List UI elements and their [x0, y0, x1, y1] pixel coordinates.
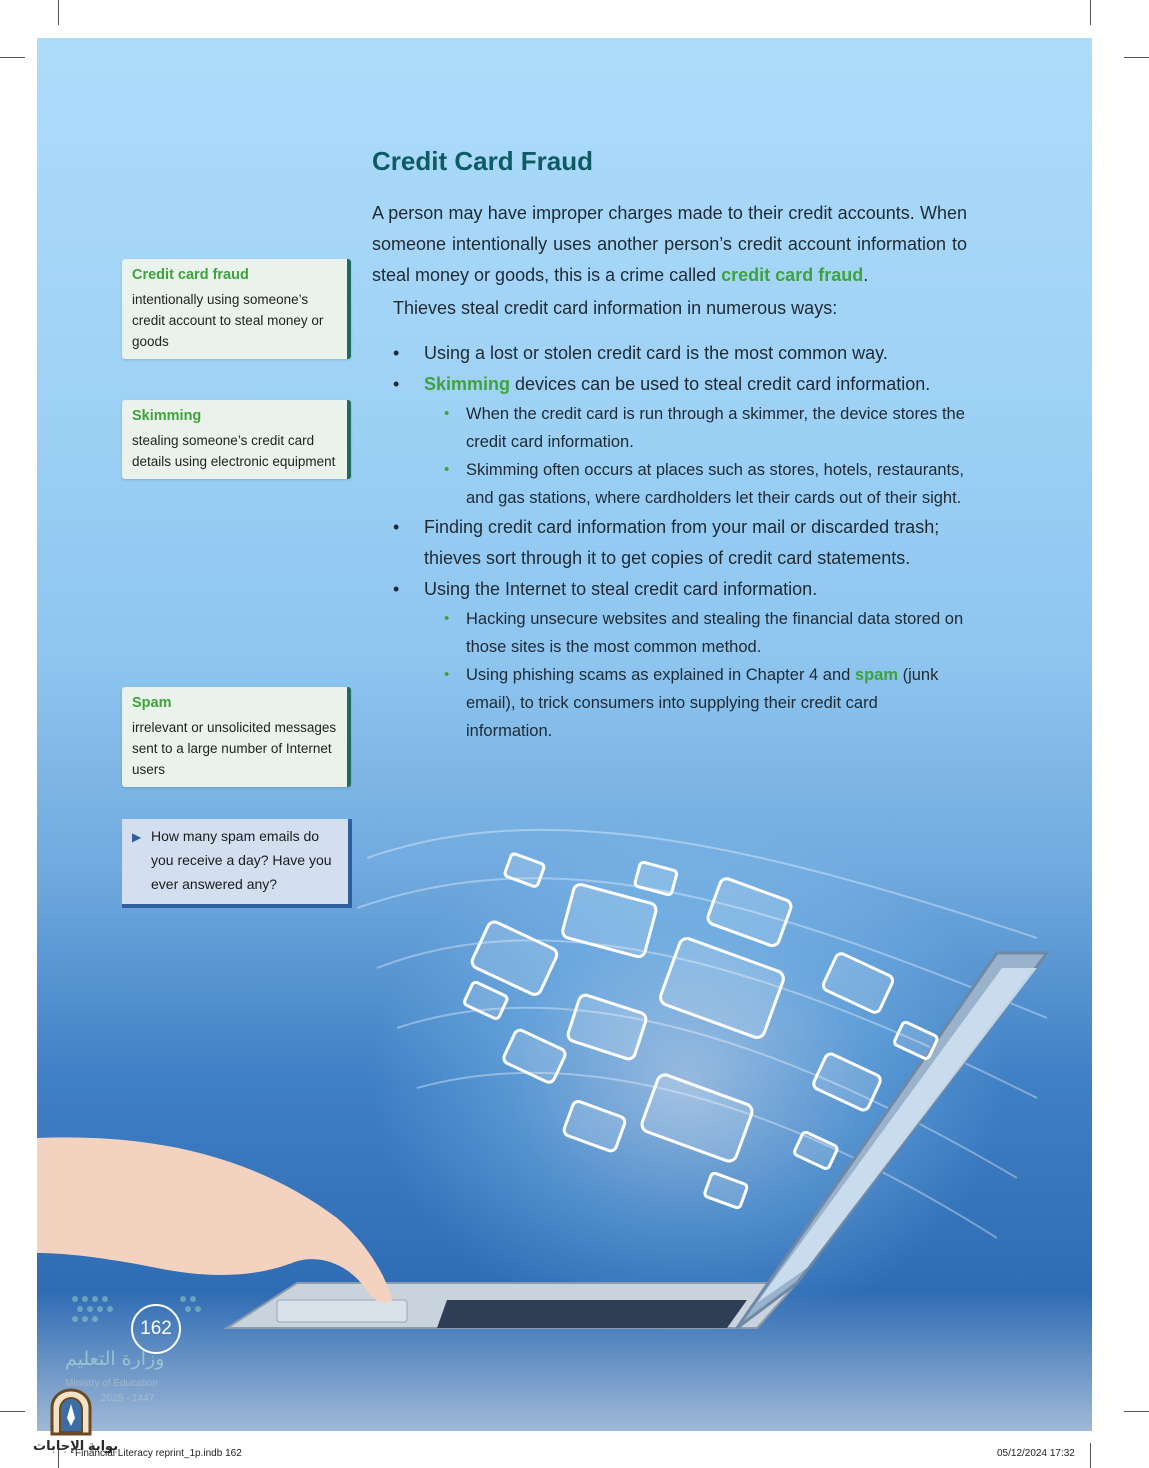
keyword-spam: spam — [854, 666, 899, 684]
sub-list — [424, 605, 967, 745]
sub-list-item — [424, 456, 967, 512]
play-arrow-icon: ▶ — [132, 830, 142, 844]
list-item-text: devices can be used to steal credit card information. — [510, 374, 931, 394]
list-item — [372, 574, 967, 745]
sub-list — [424, 400, 967, 512]
list-item — [372, 369, 967, 512]
watermark-text: بوابة الإجابات — [33, 1438, 119, 1453]
sub-list-item-text: When the credit card is run through a skimmer, the device stores the credit card information. — [466, 405, 965, 451]
question-text: How many spam emails do you receive a day? Have you ever answered any? — [151, 828, 332, 892]
sub-list-item — [424, 661, 967, 745]
glossary-definition: intentionally using someone’s credit account to steal money or goods — [132, 292, 324, 349]
sub-list-item-text: Skimming often occurs at places such as stores, hotels, restaurants, and gas stations, where cardholders let their cards out of their sight. — [466, 461, 964, 507]
glossary-box-spam — [122, 687, 351, 787]
keyword-credit-card-fraud: credit card fraud — [721, 265, 864, 285]
ministry-year: 2025 - 1447 — [101, 1393, 155, 1404]
glossary-term: Skimming — [132, 408, 202, 424]
sub-list-item-text: Using phishing scams as explained in Chapter 4 and — [466, 666, 855, 684]
crop-mark — [0, 1411, 25, 1412]
question-box — [122, 819, 352, 908]
list-item-text: Using a lost or stolen credit card is the most common way. — [424, 343, 888, 363]
paragraph-text: A person may have improper charges made to their credit accounts. When someone intentionally uses another person’s credit account information to steal money or goods, this is a crime called — [372, 203, 967, 285]
crop-mark — [0, 57, 25, 58]
main-text — [372, 198, 967, 745]
ministry-name-arabic: وزارة التعليم — [65, 1348, 165, 1370]
crop-mark — [1124, 57, 1149, 58]
list-item — [372, 512, 967, 574]
page-title: Credit Card Fraud — [372, 146, 594, 176]
crop-mark — [1090, 0, 1091, 25]
glossary-definition: stealing someone’s credit card details using electronic equipment — [132, 433, 336, 469]
list-item-text: Using the Internet to steal credit card information. — [424, 579, 818, 599]
sub-list-item — [424, 605, 967, 661]
print-slug-date: 05/12/2024 17:32 — [997, 1448, 1075, 1459]
list-item-text: Finding credit card information from your mail or discarded trash; thieves sort through it to get copies of credit card statements. — [424, 517, 940, 568]
intro-paragraph — [372, 198, 967, 291]
glossary-term: Credit card fraud — [132, 267, 249, 283]
crop-mark — [1090, 1443, 1091, 1468]
list-intro: Thieves steal credit card information in numerous ways: — [393, 298, 838, 318]
sub-list-item-text: Hacking unsecure websites and stealing the financial data stored on those sites is the most common method. — [466, 610, 964, 656]
glossary-definition: irrelevant or unsolicited messages sent to a large number of Internet users — [132, 720, 337, 777]
print-slug-file: Financial Literacy reprint_1p.indb 162 — [75, 1448, 242, 1459]
crop-mark — [58, 0, 59, 25]
fraud-methods-list — [372, 338, 967, 745]
glossary-box-credit-card-fraud — [122, 259, 351, 359]
list-item — [372, 338, 967, 369]
glossary-term: Spam — [132, 695, 172, 711]
keyword-skimming: Skimming — [424, 374, 511, 394]
page — [37, 38, 1092, 1431]
paragraph-end: . — [863, 265, 869, 285]
crop-mark — [1124, 1411, 1149, 1412]
watermark-logo — [48, 1388, 94, 1436]
page-number: 162 — [131, 1304, 181, 1354]
sub-list-item — [424, 400, 967, 456]
ministry-name-english: Ministry of Education — [65, 1378, 158, 1389]
sub-list-item-text: (junk email), to trick consumers into supplying their credit card information. — [466, 666, 939, 740]
glossary-box-skimming — [122, 400, 351, 479]
